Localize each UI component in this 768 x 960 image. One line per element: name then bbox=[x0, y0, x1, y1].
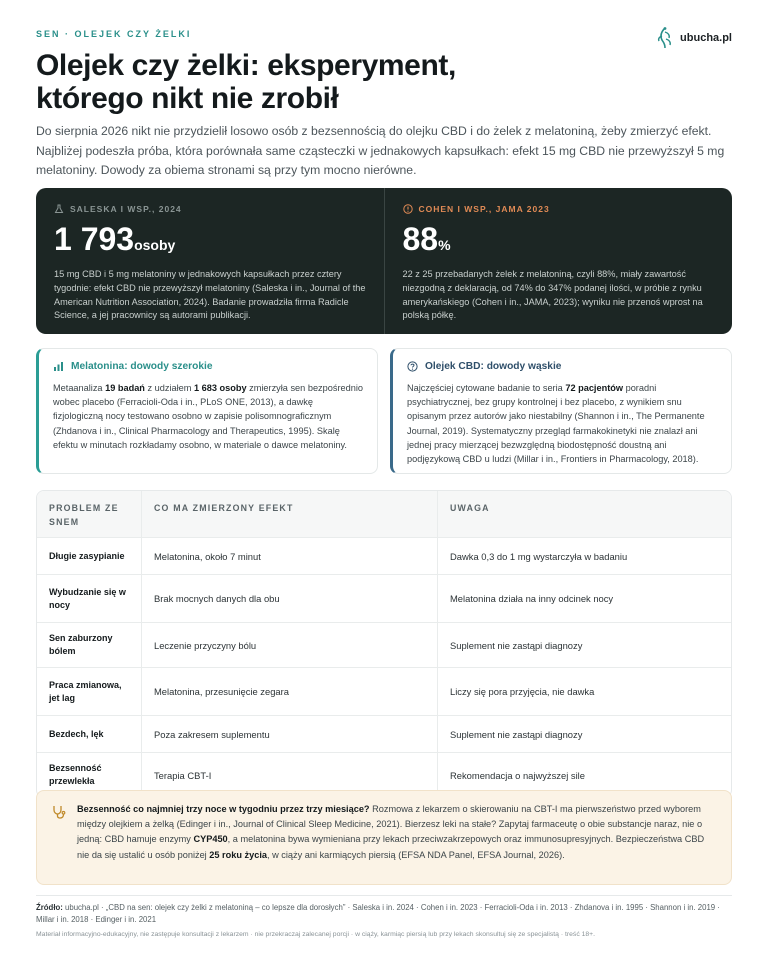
table-cell-effect: Brak mocnych danych dla obu bbox=[141, 575, 437, 622]
page-title: Olejek czy żelki: eksperyment, którego nikt nie zrobił bbox=[36, 49, 456, 115]
table-cell-effect: Leczenie przyczyny bólu bbox=[141, 623, 437, 667]
stat-saleska bbox=[36, 188, 384, 334]
table-row bbox=[37, 667, 731, 715]
table-cell-problem: Długie zasypianie bbox=[49, 550, 125, 561]
table-header-row bbox=[37, 491, 731, 537]
brand-name: ubucha.pl bbox=[680, 32, 732, 44]
table-cell-note: Suplement nie zastąpi diagnozy bbox=[437, 716, 732, 752]
table-header-cell: CO MA ZMIERZONY EFEKT bbox=[141, 491, 437, 539]
warning-text: Bezsenność co najmniej trzy noce w tygodniu przez trzy miesiące? Rozmowa z lekarzem o skierowaniu na CBT-I ma pierwszeństwo przed wyborem między olejkiem a żelką (Edinger i in., Journal of Clinical Sleep Medicine, 2021). Bierzesz leki na stałe? Zapytaj farmaceutę o obie substancje naraz, nie o jedną: CBD hamuje enzymy CYP450, a melatonina bywa wymieniana przy lekach przeciwzakrzepowych oraz immunosupresyjnych. Bezpieczeństwa CBD nie da się ustalić u osób poniżej 25 roku życia, w ciąży ani karmiących piersią (EFSA NDA Panel, EFSA Journal, 2026). bbox=[77, 804, 705, 860]
stat-description: 22 z 25 przebadanych żelek z melatoniną, czyli 88%, miały zawartość niezgodną z deklaracją, od 74% do 347% podanej ilości, w próbie z rynku amerykańskiego (Cohen i in., JAMA, 2023); wyniku nie przenoś wprost na polską półkę. bbox=[402, 269, 703, 321]
table-cell-problem: Wybudzanie się w nocy bbox=[49, 586, 126, 610]
lede-paragraph: Do sierpnia 2026 nikt nie przydzielił losowo osób z bezsennością do olejku CBD i do żelek z melatoniną, żeby zmierzyć efekt. Najbliżej podeszła próba, która porównała same cząsteczki w jednakowych kapsułkach: efekt 15 mg CBD nie przewyższył 5 mg melatoniny. Dowody za obiema stronami są przy tym mocno nierówne. bbox=[36, 124, 725, 177]
disclaimer: Materiał informacyjno-edukacyjny, nie zastępuje konsultacji z lekarzem · nie przekraczaj zalecanej porcji · w ciąży, karmiąc piersią lub przy lekach skonsultuj się ze specjalistą · treść 18+. bbox=[36, 931, 596, 938]
stat-value: 1 793osoby bbox=[54, 221, 176, 257]
table-cell-note: Liczy się pora przyjęcia, nie dawka bbox=[437, 668, 732, 715]
comparison-table bbox=[36, 490, 732, 798]
card-melatonin bbox=[36, 348, 378, 474]
stethoscope-icon bbox=[51, 804, 67, 820]
stat-description: 15 mg CBD i 5 mg melatoniny w jednakowych kapsułkach przez cztery tygodnie: efekt CBD nie przewyższył melatoniny (Saleska i in., Journal of the American Nutrition Association, 2024). Badanie prowadziła firma Radicle Science, a jej pracownicy są autorami publikacji. bbox=[54, 269, 366, 321]
bar-chart-icon bbox=[53, 361, 64, 372]
table-header-cell: UWAGA bbox=[437, 491, 732, 539]
question-circle-icon bbox=[407, 361, 418, 372]
stats-panel bbox=[36, 188, 732, 334]
table-cell-effect: Melatonina, około 7 minut bbox=[141, 538, 437, 574]
card-text: Najczęściej cytowane badanie to seria 72 pacjentów poradni psychiatrycznej, bez grupy kontrolnej i bez placebo, z wynikiem snu opisanym przez autorów jako niestabilny (Shannon i in., The Permanente Journal, 2019). Systematyczny przegląd farmakokinetyki nie znalazł ani jednej pracy mierzącej bezwzględną biodostępność doustną ani podjęzykową CBD u ludzi (Millar i in., Frontiers in Pharmacology, 2018). bbox=[407, 383, 705, 465]
eyebrow-category: SEN · OLEJEK CZY ŻELKI bbox=[36, 29, 192, 39]
table-cell-note: Suplement nie zastąpi diagnozy bbox=[437, 623, 732, 667]
ubucha-leaf-icon bbox=[656, 26, 674, 50]
stat-label: COHEN I WSP., JAMA 2023 bbox=[403, 204, 715, 214]
table-cell-note: Melatonina działa na inny odcinek nocy bbox=[437, 575, 732, 622]
table-cell-effect: Melatonina, przesunięcie zegara bbox=[141, 668, 437, 715]
stat-value: 88% bbox=[402, 221, 451, 257]
footer-divider bbox=[36, 895, 732, 896]
table-cell-effect: Poza zakresem suplementu bbox=[141, 716, 437, 752]
table-cell-problem: Bezsenność przewlekła bbox=[49, 763, 102, 786]
table-cell-problem: Sen zaburzony bólem bbox=[49, 633, 113, 656]
card-title: Melatonina: dowody szerokie bbox=[53, 361, 363, 372]
stat-cohen bbox=[384, 188, 733, 334]
table-row bbox=[37, 537, 731, 574]
stat-label: SALESKA I WSP., 2024 bbox=[54, 204, 366, 214]
table-row bbox=[37, 715, 731, 752]
table-cell-problem: Praca zmianowa, jet lag bbox=[49, 679, 122, 703]
table-cell-effect: Terapia CBT-I bbox=[141, 753, 437, 797]
table-row bbox=[37, 574, 731, 622]
table-cell-note: Rekomendacja o najwyższej sile bbox=[437, 753, 732, 797]
source-line: Źródło: ubucha.pl · „CBD na sen: olejek czy żelki z melatoniną – co lepsze dla dorosłych” · Saleska i in. 2024 · Cohen i in. 2023 · Ferracioli-Oda i in. 2013 · Zhdanova i in. 1995 · Shannon i in. 2019 · Millar i in. 2018 · Edinger i in. 2021 bbox=[36, 903, 720, 924]
table-row bbox=[37, 622, 731, 667]
flask-icon bbox=[54, 204, 64, 214]
table-cell-note: Dawka 0,3 do 1 mg wystarczyła w badaniu bbox=[437, 538, 732, 574]
card-text: Metaanaliza 19 badań z udziałem 1 683 osoby zmierzyła sen bezpośrednio wobec placebo (Ferracioli-Oda i in., PLoS ONE, 2013), a dawkę fizjologiczną nocy testowano osobno w zapisie polisomnograficznym (Zhdanova i in., Clinical Pharmacology and Therapeutics, 1995). Skalę efektu w minutach rozkładamy osobno, w materiale o dawce melatoniny. bbox=[53, 383, 363, 450]
brand-logo[interactable] bbox=[656, 26, 732, 50]
card-cbd bbox=[390, 348, 732, 474]
warning-box bbox=[36, 790, 732, 885]
alert-circle-icon bbox=[403, 204, 413, 214]
table-cell-problem: Bezdech, lęk bbox=[49, 728, 104, 739]
table-header-cell: PROBLEM ZE SNEM bbox=[49, 503, 119, 527]
card-title: Olejek CBD: dowody wąskie bbox=[407, 361, 717, 372]
